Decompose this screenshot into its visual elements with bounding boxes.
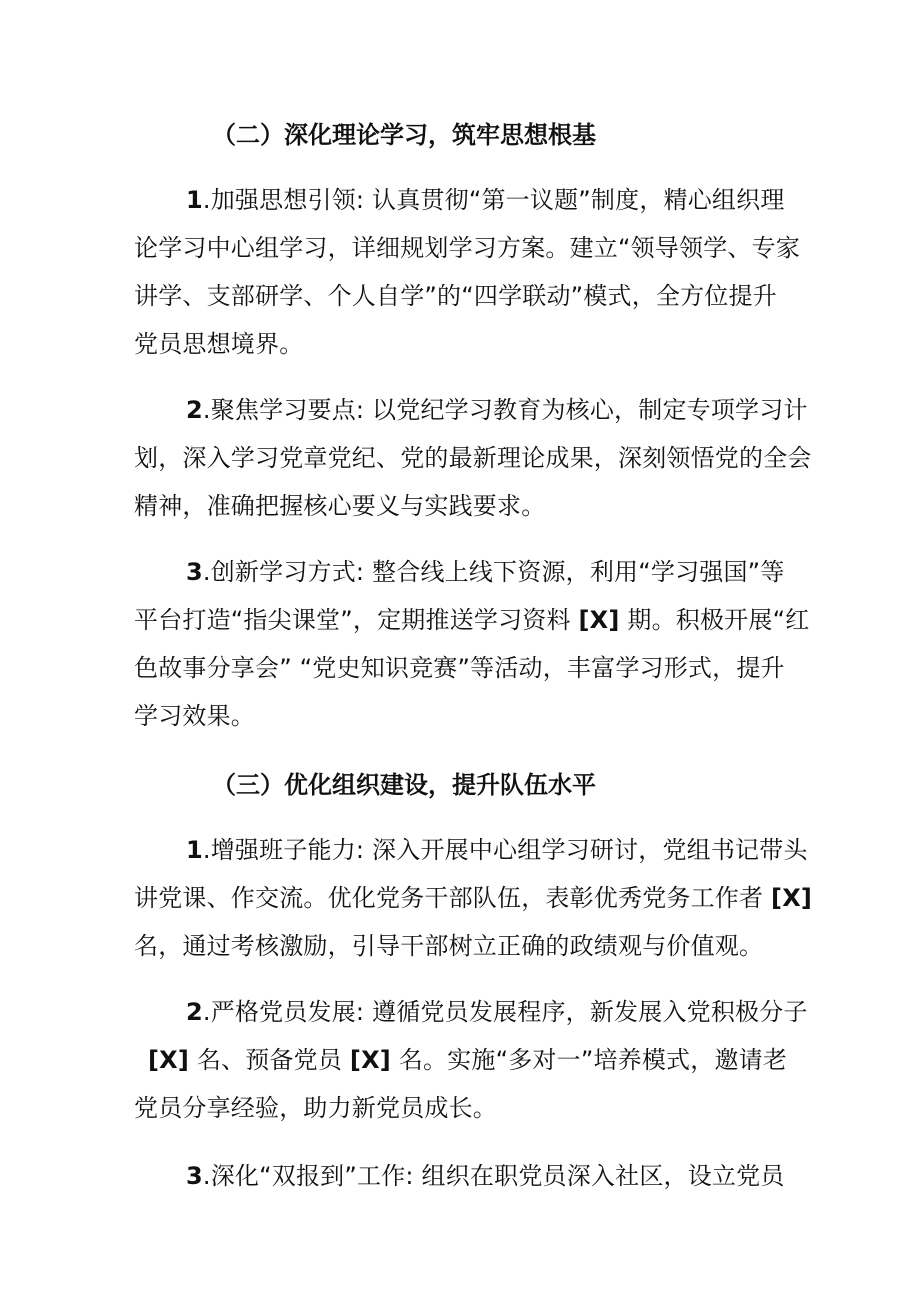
paragraph-line: 名，通过考核激励，引导干部树立正确的政绩观与价值观。 bbox=[134, 932, 764, 960]
section-2-item-3 bbox=[134, 548, 810, 740]
paragraph-text: 期。积极开展“红 bbox=[619, 606, 810, 634]
section-2-item-1 bbox=[134, 176, 801, 368]
paragraph-text: 名。实施“多对一”培养模式，邀请老 bbox=[390, 1046, 788, 1074]
paragraph-line: 党员分享经验，助力新党员成长。 bbox=[134, 1094, 497, 1122]
paragraph-line: 论学习中心组学习，详细规划学习方案。建立“领导领学、专家 bbox=[134, 234, 801, 262]
placeholder-x: [X] bbox=[578, 606, 620, 634]
paragraph-text: 名、预备党员 bbox=[189, 1046, 350, 1074]
paragraph-line: 学习效果。 bbox=[134, 702, 255, 730]
paragraph-line: .加强思想引领: 认真贯彻“第一议题”制度，精心组织理 bbox=[202, 186, 785, 214]
item-number: 3 bbox=[186, 558, 203, 586]
section-3-heading: （三）优化组织建设，提升队伍水平 bbox=[212, 771, 596, 799]
section-3-item-3 bbox=[134, 1152, 794, 1200]
placeholder-x: [X] bbox=[349, 1046, 391, 1074]
paragraph-line: 讲学、支部研学、个人自学”的“四学联动”模式，全方位提升 bbox=[134, 282, 777, 310]
section-2-heading: （二）深化理论学习，筑牢思想根基 bbox=[212, 121, 596, 149]
item-number: 2 bbox=[186, 998, 203, 1026]
item-number: 1 bbox=[186, 186, 203, 214]
paragraph-line: 色故事分享会” “党史知识竞赛”等活动，丰富学习形式，提升 bbox=[134, 654, 785, 682]
section-3-item-2 bbox=[134, 988, 808, 1132]
section-2-item-2 bbox=[134, 386, 812, 530]
paragraph-text: 平台打造“指尖课堂”，定期推送学习资料 bbox=[134, 606, 579, 634]
paragraph-line: .聚焦学习要点: 以党纪学习教育为核心，制定专项学习计 bbox=[202, 396, 808, 424]
paragraph-line: .深化“双报到”工作: 组织在职党员深入社区，设立党员 bbox=[202, 1162, 785, 1190]
section-3-item-1 bbox=[134, 826, 813, 970]
paragraph-line: 划，深入学习党章党纪、党的最新理论成果，深刻领悟党的全会 bbox=[134, 444, 812, 472]
paragraph-line: .增强班子能力: 深入开展中心组学习研讨，党组书记带头 bbox=[202, 836, 808, 864]
placeholder-x: [X] bbox=[771, 884, 813, 912]
item-number: 3 bbox=[186, 1162, 203, 1190]
item-number: 1 bbox=[186, 836, 203, 864]
paragraph-line: 党员思想境界。 bbox=[134, 330, 304, 358]
placeholder-x: [X] bbox=[148, 1046, 190, 1074]
item-number: 2 bbox=[186, 396, 203, 424]
paragraph-line: .严格党员发展: 遵循党员发展程序，新发展入党积极分子 bbox=[202, 998, 808, 1026]
paragraph-text: 讲党课、作交流。优化党务干部队伍，表彰优秀党务工作者 bbox=[134, 884, 772, 912]
paragraph-line: .创新学习方式: 整合线上线下资源，利用“学习强国”等 bbox=[202, 558, 785, 586]
paragraph-line: 精神，准确把握核心要义与实践要求。 bbox=[134, 492, 546, 520]
